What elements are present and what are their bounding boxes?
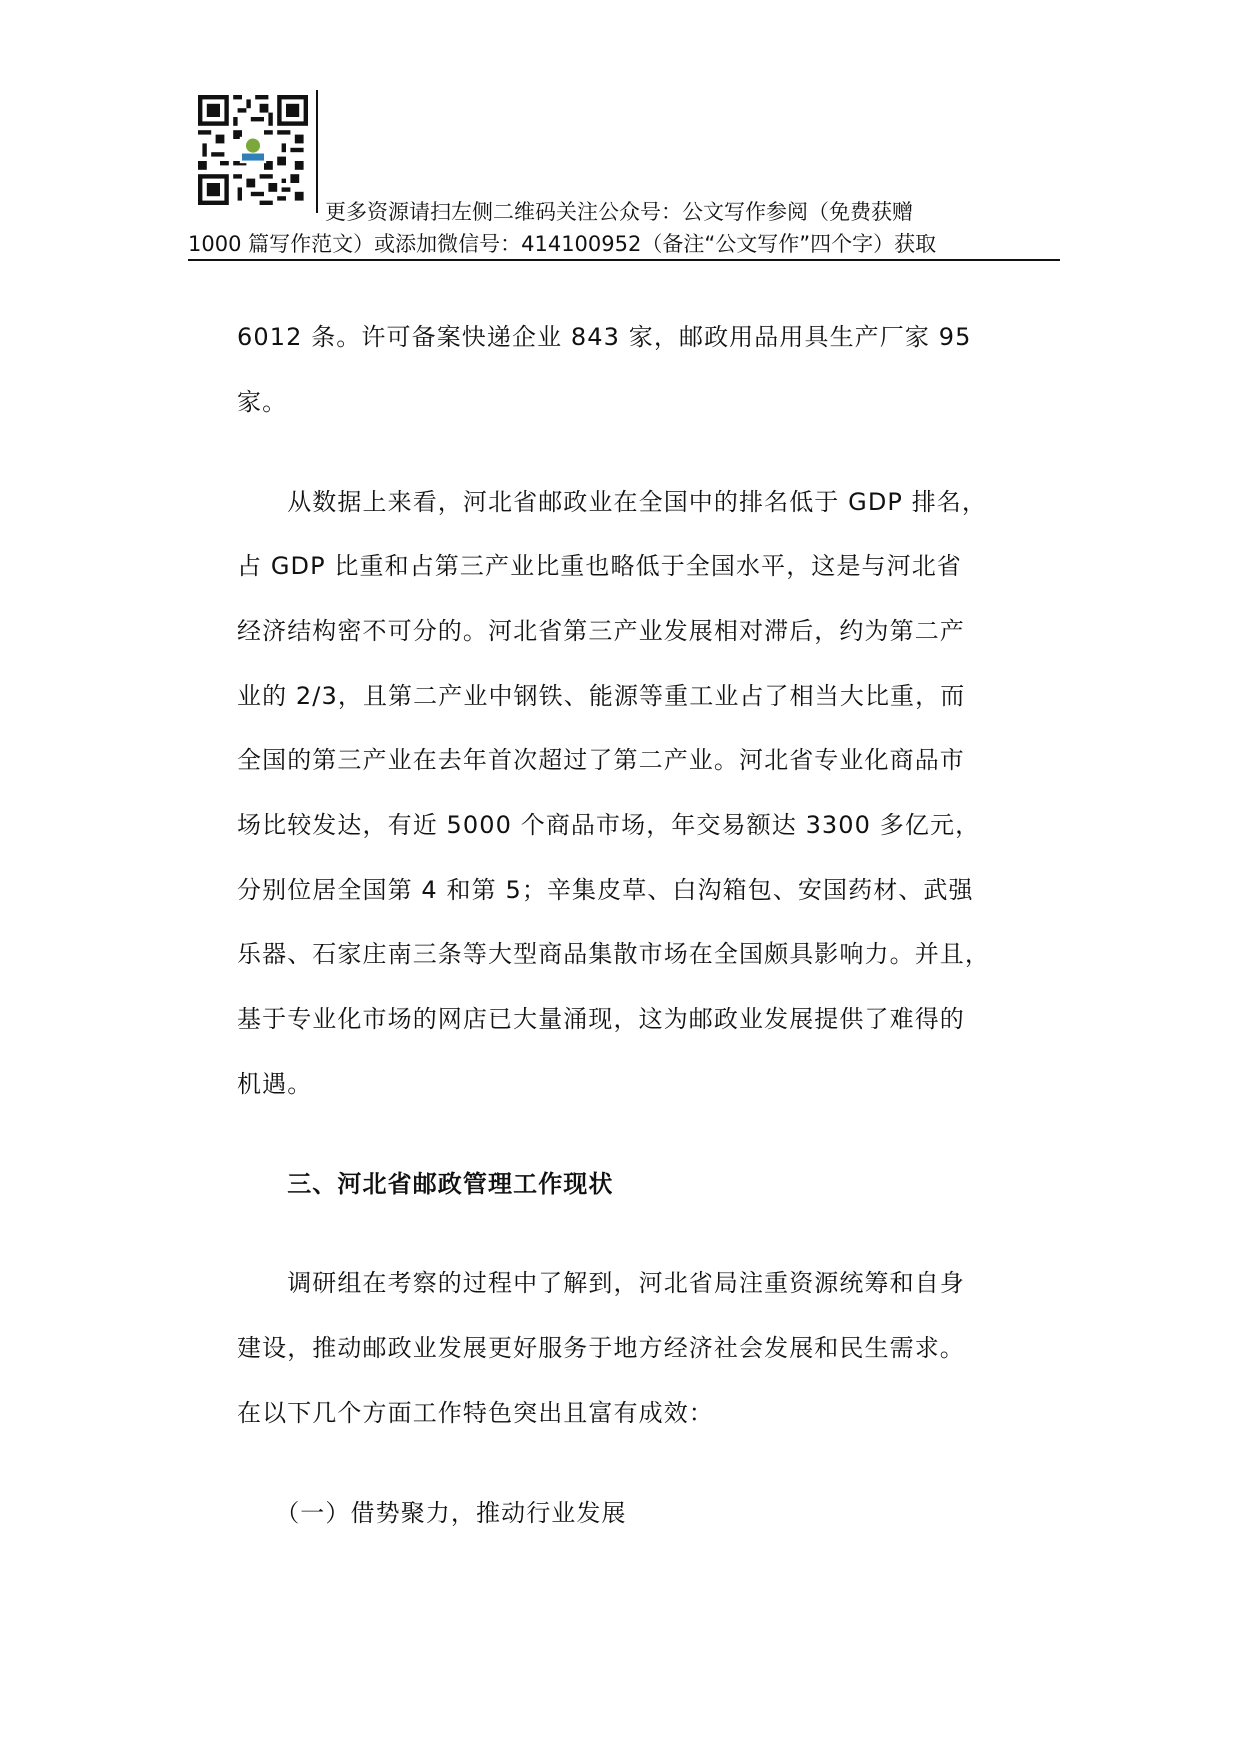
body-line: 建设，推动邮政业发展更好服务于地方经济社会发展和民生需求。 <box>237 1334 965 1362</box>
body-line: 家。 <box>237 388 288 416</box>
header-text-line-1: 更多资源请扫左侧二维码关注公众号：公文写作参阅（免费获赠 <box>325 200 913 224</box>
body-line: 调研组在考察的过程中了解到，河北省局注重资源统筹和自身 <box>237 1269 965 1297</box>
body-line: 经济结构密不可分的。河北省第三产业发展相对滞后，约为第二产 <box>237 617 965 645</box>
body-line: 分别位居全国第 4 和第 5；辛集皮草、白沟箱包、安国药材、武强 <box>237 876 974 904</box>
body-line: 在以下几个方面工作特色突出且富有成效： <box>237 1399 714 1427</box>
body-line: 业的 2/3，且第二产业中钢铁、能源等重工业占了相当大比重，而 <box>237 682 966 710</box>
qr-code-icon <box>198 95 308 205</box>
body-line: 全国的第三产业在去年首次超过了第二产业。河北省专业化商品市 <box>237 746 965 774</box>
body-line: 乐器、石家庄南三条等大型商品集散市场在全国颇具影响力。并且， <box>237 940 990 968</box>
page-header <box>188 90 1060 260</box>
body-line: 机遇。 <box>237 1070 313 1098</box>
section-heading: 三、河北省邮政管理工作现状 <box>237 1170 614 1198</box>
body-line: 从数据上来看，河北省邮政业在全国中的排名低于 GDP 排名， <box>237 488 988 516</box>
body-line: 6012 条。许可备案快递企业 843 家，邮政用品用具生产厂家 95 <box>237 323 972 351</box>
header-text-line-2: 1000 篇写作范文）或添加微信号：414100952（备注“公文写作”四个字）获取 <box>188 232 937 256</box>
header-divider <box>316 90 318 213</box>
subsection-heading: （一）借势聚力，推动行业发展 <box>237 1499 627 1527</box>
header-rule <box>188 259 1060 261</box>
body-line: 场比较发达，有近 5000 个商品市场，年交易额达 3300 多亿元， <box>237 811 981 839</box>
body-line: 基于专业化市场的网店已大量涌现，这为邮政业发展提供了难得的 <box>237 1005 965 1033</box>
body-line: 占 GDP 比重和占第三产业比重也略低于全国水平，这是与河北省 <box>237 552 962 580</box>
